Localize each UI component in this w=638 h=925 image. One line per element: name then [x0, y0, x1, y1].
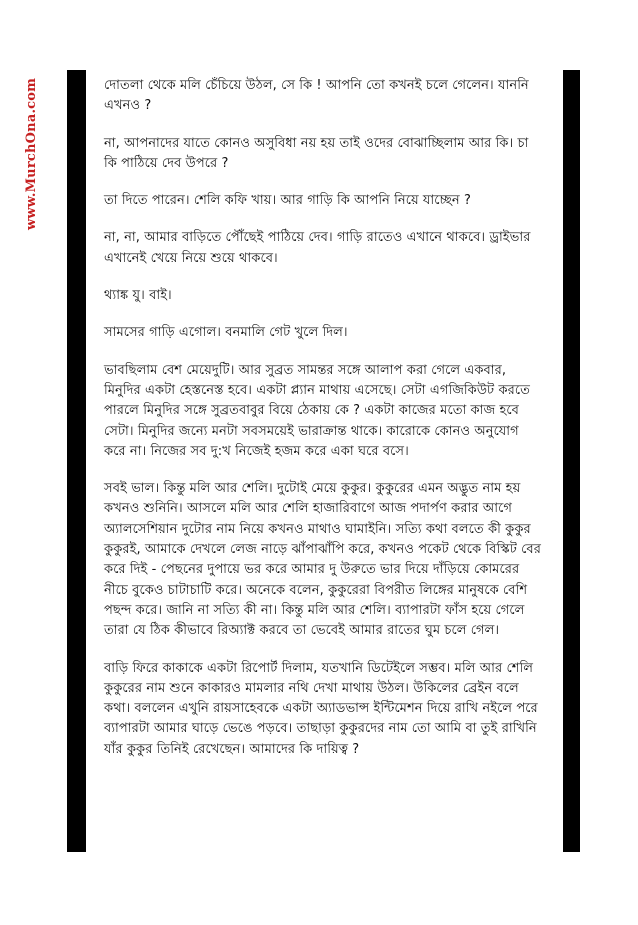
paragraph: দোতলা থেকে মলি চেঁচিয়ে উঠল, সে কি ! আপনি তো কখনই চলে গেলেন। যাননি এখনও ?: [104, 78, 529, 114]
paragraph: বাড়ি ফিরে কাকাকে একটা রিপোর্ট দিলাম, যতখানি ডিটেইলে সম্ভব। মলি আর শেলি কুকুরের নাম শুনে কাকারও মামলার নথি দেখা মাথায় উঠল। উকিলের ব্রেইন বলে কথা। বললেন এখুনি রায়সাহেবকে একটা অ্যাডভান্স ইন্টিমেশন দিয়ে রাখি নইলে পরে ব্যাপারটা আমার ঘাড়ে ভেঙে পড়বে। তাছাড়া কুকুরদের নাম তো আমি বা তুই রাখিনি যাঁর কুকুর তিনিই রেখেছেন। আমাদের কি দায়িত্ব ?: [104, 660, 538, 757]
paragraph: থ্যাঙ্ক যু। বাই।: [104, 288, 172, 304]
paragraph: তা দিতে পারেন। শেলি কফি খায়। আর গাড়ি কি আপনি নিয়ে যাচ্ছেন ?: [104, 193, 472, 209]
paragraph: সামসের গাড়ি এগোল। বনমালি গেট খুলে দিল।: [104, 325, 348, 341]
right-border-bar: [563, 70, 580, 852]
left-border-bar: [67, 70, 86, 852]
paragraph: সবই ভাল। কিন্তু মলি আর শেলি। দুটোই মেয়ে কুকুর। কুকুরের এমন অদ্ভুত নাম হয় কখনও শুনিনি। আসলে মলি আর শেলি হাজারিবাগে আজ পদার্পণ করার আগে অ্যালসেশিয়ান দুটোর নাম নিয়ে কখনও মাথাও ঘামাইনি। সত্যি কথা বলতে কী কুকুর কুকুরই, আমাকে দেখলে লেজ নাড়ে ঝাঁপাঝাঁপি করে, কখনও পকেট থেকে বিস্কিট বের করে দিই - পেছনের দুপায়ে ভর করে আমার দু উরুতে ভার দিয়ে দাঁড়িয়ে কোমরের নীচে বুকেও চাটাচাটি করে। অনেকে বলেন, কুকুরেরা বিপরীত লিঙ্গের মানুষকে বেশি পছন্দ করে। জানি না সত্যি কী না। কিন্তু মলি আর শেলি। ব্যাপারটা ফাঁস হয়ে গেলে তারা যে ঠিক কীভাবে রিঅ্যাক্ট করবে তা ভেবেই আমার রাতের ঘুম চলে গেল।: [104, 481, 541, 639]
paragraph: না, না, আমার বাড়িতে পৌঁছেই পাঠিয়ে দেব। গাড়ি রাতেও এখানে থাকবে। ড্রাইভার এখানেই খেয়ে নিয়ে শুয়ে থাকবে।: [104, 230, 531, 266]
site-watermark: www.MurchOna.com: [24, 77, 39, 230]
page-text: [104, 76, 544, 777]
paragraph: ভাবছিলাম বেশ মেয়েদুটি। আর সুব্রত সামন্তর সঙ্গে আলাপ করা গেলে একবার, মিনুদির একটা হেস্তনেস্ত হবে। একটা প্ল্যান মাথায় এসেছে। সেটা এগজিকিউট করতে পারলে মিনুদির সঙ্গে সুব্রতবাবুর বিয়ে ঠেকায় কে ? একটা কাজের মতো কাজ হবে সেটা। মিনুদির জন্যে মনটা সবসময়েই ভারাক্রান্ত থাকে। কারোকে কোনও অনুযোগ করে না। নিজের সব দু:খ নিজেই হজম করে একা ঘরে বসে।: [104, 362, 530, 459]
paragraph: না, আপনাদের যাতে কোনও অসুবিধা নয় হয় তাই ওদের বোঝাচ্ছিলাম আর কি। চা কি পাঠিয়ে দেব উপরে ?: [104, 135, 529, 171]
